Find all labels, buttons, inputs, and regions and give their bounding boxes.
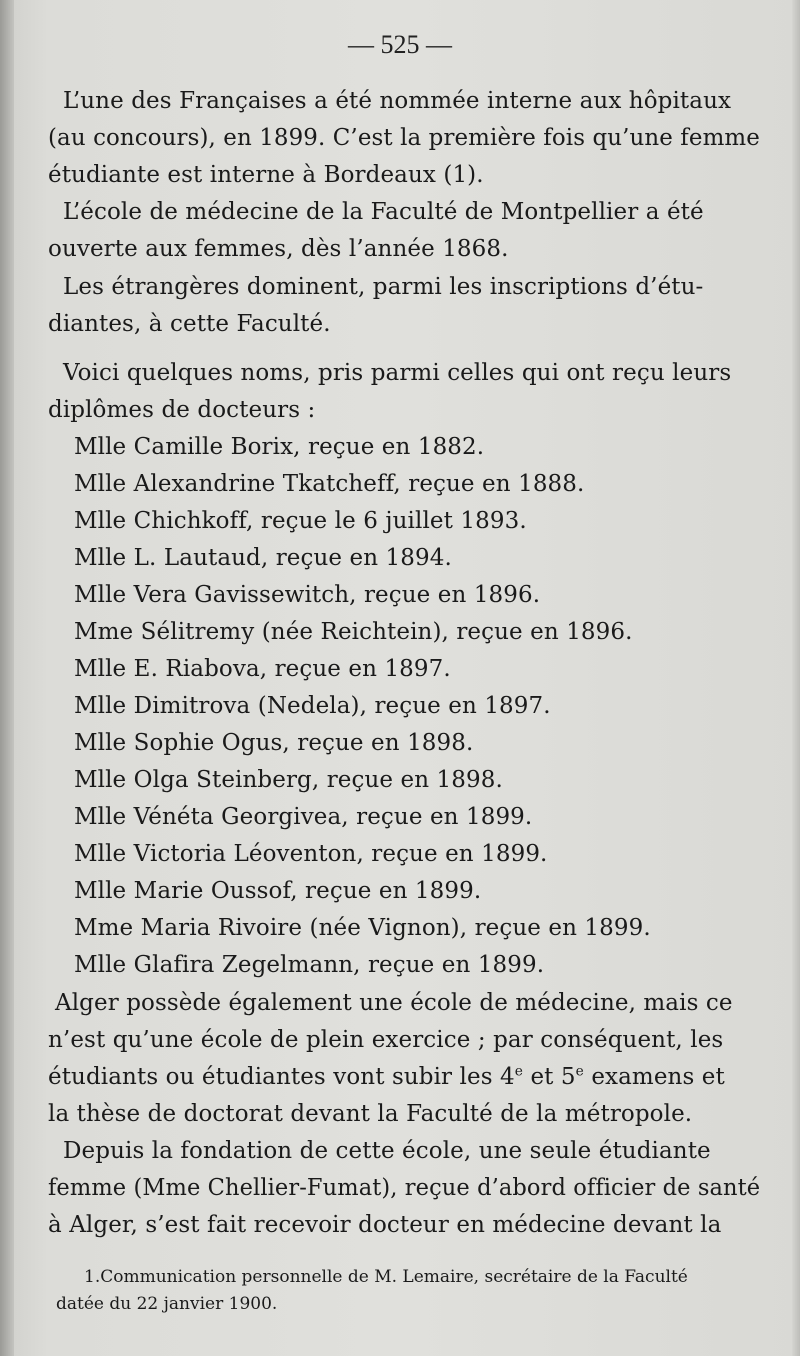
paragraph-line: étudiants ou étudiantes vont subir les 4e et 5e examens et <box>48 1063 725 1090</box>
paragraph-line: L’une des Françaises a été nommée interne aux hôpitaux <box>63 88 732 114</box>
list-item: Mlle Marie Oussof, reçue en 1899. <box>74 878 482 904</box>
list-item: Mlle Sophie Ogus, reçue en 1898. <box>74 730 474 756</box>
list-item: Mme Sélitremy (née Reichtein), reçue en 1896. <box>74 619 633 645</box>
list-item: Mlle Glafira Zegelmann, reçue en 1899. <box>74 952 545 978</box>
list-item: Mme Maria Rivoire (née Vignon), reçue en 1899. <box>74 915 651 941</box>
list-item: Mlle Alexandrine Tkatcheff, reçue en 1888. <box>74 471 585 497</box>
paragraph-line: ouverte aux femmes, dès l’année 1868. <box>48 236 509 262</box>
list-item: Mlle E. Riabova, reçue en 1897. <box>74 656 451 682</box>
paragraph-line: étudiante est interne à Bordeaux (1). <box>48 162 484 188</box>
paragraph-line: diantes, à cette Faculté. <box>48 311 331 337</box>
page-binding-edge <box>0 0 14 1356</box>
list-item: Mlle Chichkoff, reçue le 6 juillet 1893. <box>74 508 527 534</box>
page-right-edge <box>792 0 800 1356</box>
list-item: Mlle Victoria Léoventon, reçue en 1899. <box>74 841 548 867</box>
page-number: — 525 — <box>348 30 452 59</box>
paragraph-line: femme (Mme Chellier-Fumat), reçue d’abord officier de santé <box>48 1175 761 1201</box>
list-item: Mlle Dimitrova (Nedela), reçue en 1897. <box>74 693 551 719</box>
footnote-line: datée du 22 janvier 1900. <box>56 1294 278 1314</box>
paragraph-line: Alger possède également une école de médecine, mais ce <box>55 990 733 1016</box>
list-item: Mlle Vera Gavissewitch, reçue en 1896. <box>74 582 541 608</box>
list-item: Mlle L. Lautaud, reçue en 1894. <box>74 545 452 571</box>
paragraph-line: Voici quelques noms, pris parmi celles qui ont reçu leurs <box>63 360 732 386</box>
list-item: Mlle Camille Borix, reçue en 1882. <box>74 434 485 460</box>
paragraph-line: L’école de médecine de la Faculté de Montpellier a été <box>63 199 704 225</box>
paragraph-line: Les étrangères dominent, parmi les inscriptions d’étu- <box>63 274 704 300</box>
paragraph-line: à Alger, s’est fait recevoir docteur en médecine devant la <box>48 1212 722 1238</box>
footnote-line: 1.Communication personnelle de M. Lemaire, secrétaire de la Faculté <box>84 1267 688 1287</box>
paragraph-line: la thèse de doctorat devant la Faculté de la métropole. <box>48 1101 693 1127</box>
paragraph-line: (au concours), en 1899. C’est la première fois qu’une femme <box>48 125 760 151</box>
list-item: Mlle Olga Steinberg, reçue en 1898. <box>74 767 503 793</box>
list-item: Mlle Vénéta Georgivea, reçue en 1899. <box>74 804 533 830</box>
paragraph-line: Depuis la fondation de cette école, une seule étudiante <box>63 1138 711 1164</box>
paragraph-line: n’est qu’une école de plein exercice ; par conséquent, les <box>48 1027 724 1053</box>
paragraph-line: diplômes de docteurs : <box>48 397 316 423</box>
